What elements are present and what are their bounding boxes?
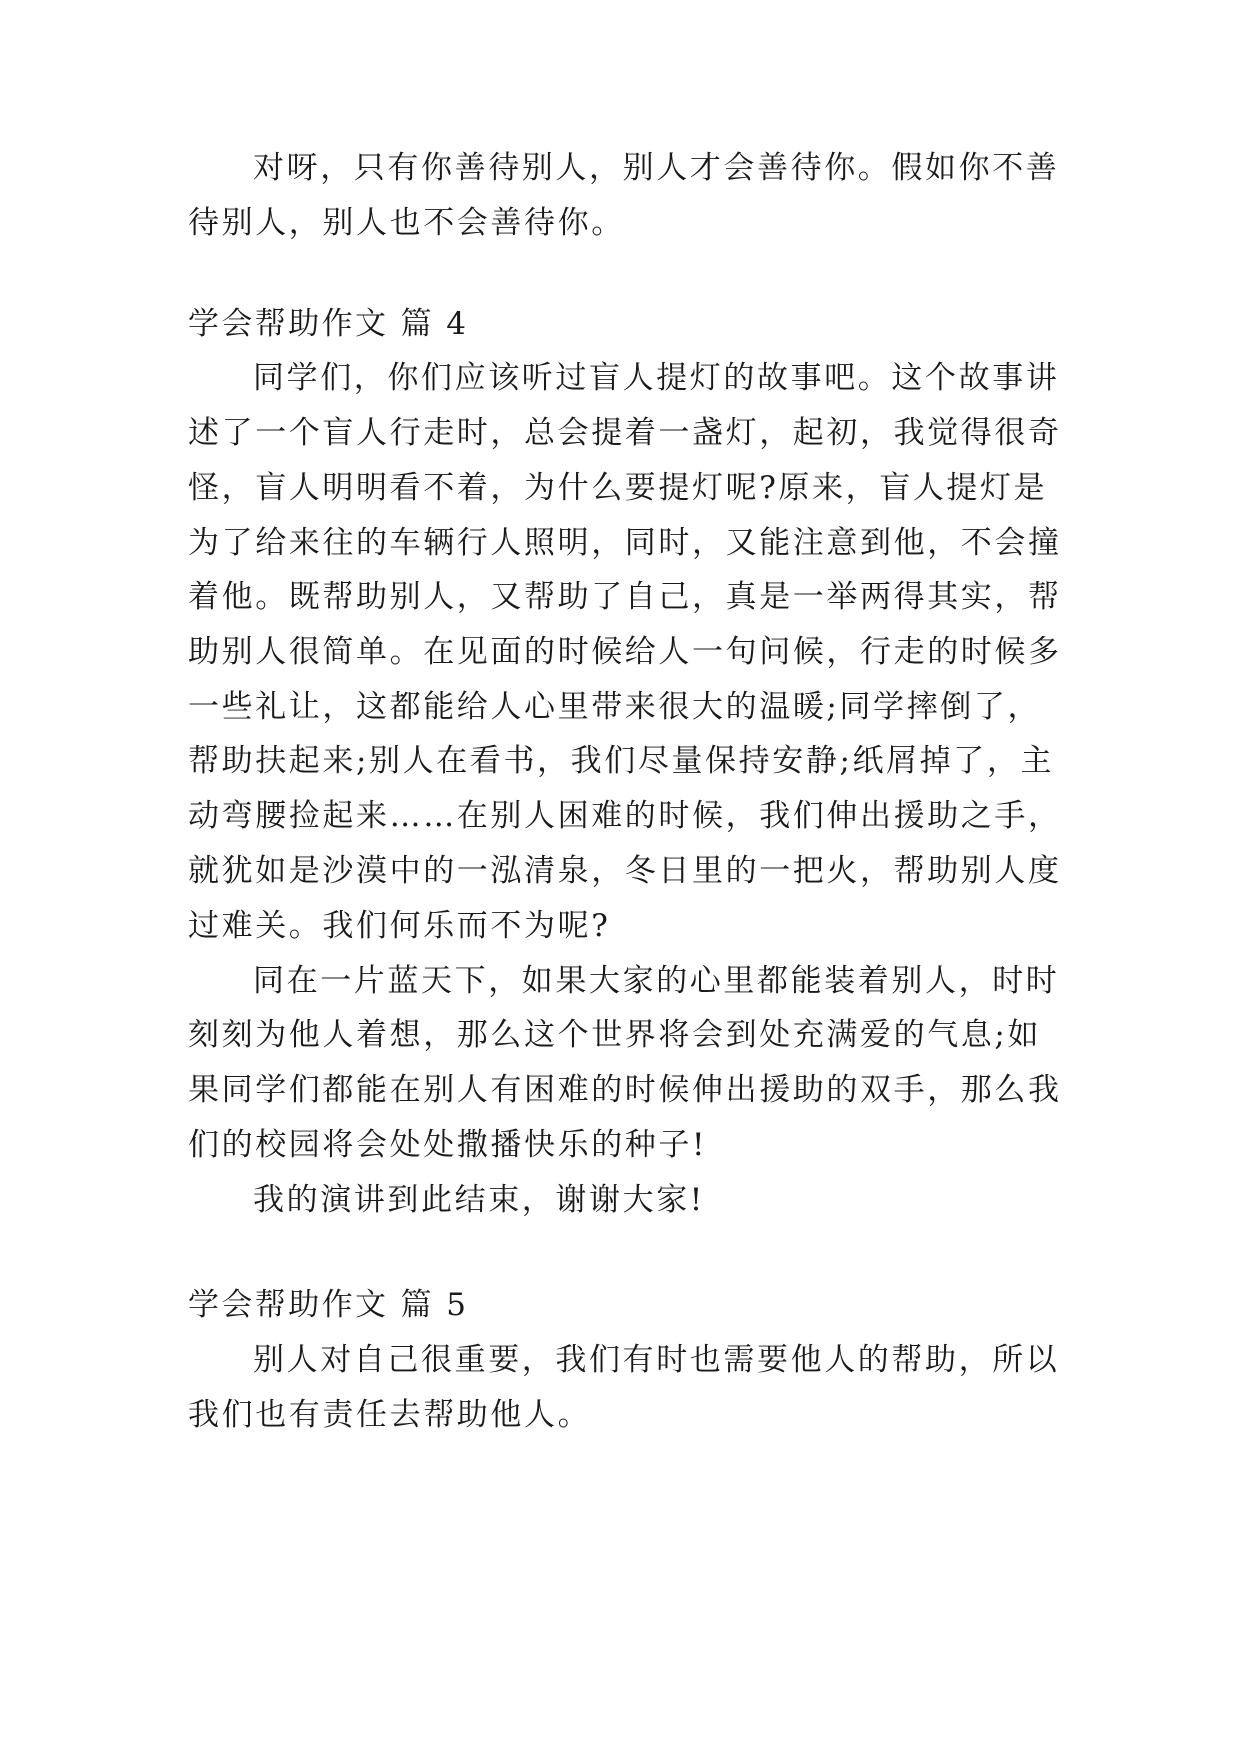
- text-line: 果同学们都能在别人有困难的时候伸出援助的双手，那么我: [188, 1072, 1062, 1108]
- text-line: 同在一片蓝天下，如果大家的心里都能装着别人，时时: [253, 963, 1060, 999]
- text-line: 刻刻为他人着想，那么这个世界将会到处充满爱的气息;如: [188, 1017, 1042, 1053]
- text-line: 帮助扶起来;别人在看书，我们尽量保持安静;纸屑掉了，主: [188, 743, 1055, 779]
- text-line: 述了一个盲人行走时，总会提着一盏灯，起初，我觉得很奇: [188, 415, 1062, 451]
- text-line: 怪，盲人明明看不着，为什么要提灯呢?原来，盲人提灯是: [188, 470, 1048, 506]
- section-heading: 学会帮助作文 篇 4: [188, 306, 469, 342]
- text-line: 为了给来往的车辆行人照明，同时，又能注意到他，不会撞: [188, 525, 1062, 561]
- text-line: 我们也有责任去帮助他人。: [188, 1397, 592, 1433]
- text-line: 动弯腰捡起来……在别人困难的时候，我们伸出援助之手，: [188, 798, 1062, 834]
- section-heading: 学会帮助作文 篇 5: [188, 1287, 469, 1323]
- text-line: 我的演讲到此结束，谢谢大家!: [253, 1182, 705, 1218]
- text-line: 同学们，你们应该听过盲人提灯的故事吧。这个故事讲: [253, 360, 1060, 396]
- text-line: 助别人很简单。在见面的时候给人一句问候，行走的时候多: [188, 634, 1062, 670]
- text-line: 待别人，别人也不会善待你。: [188, 205, 625, 241]
- text-line: 过难关。我们何乐而不为呢?: [188, 908, 611, 944]
- text-line: 别人对自己很重要，我们有时也需要他人的帮助，所以: [253, 1342, 1060, 1378]
- text-line: 对呀，只有你善待别人，别人才会善待你。假如你不善: [253, 150, 1060, 186]
- text-line: 就犹如是沙漠中的一泓清泉，冬日里的一把火，帮助别人度: [188, 853, 1062, 889]
- text-line: 着他。既帮助别人，又帮助了自己，真是一举两得其实，帮: [188, 579, 1062, 615]
- text-line: 一些礼让，这都能给人心里带来很大的温暖;同学摔倒了，: [188, 689, 1042, 725]
- text-line: 们的校园将会处处撒播快乐的种子!: [188, 1127, 708, 1163]
